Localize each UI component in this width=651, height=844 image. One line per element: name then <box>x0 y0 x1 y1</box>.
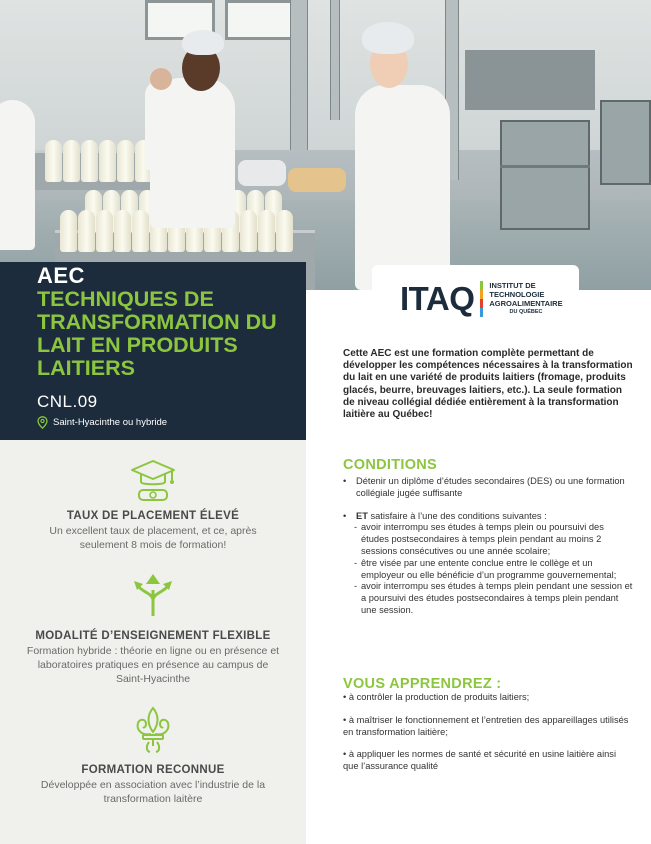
conditions-list <box>343 476 633 617</box>
photo-cheese-block <box>117 140 134 182</box>
photo-person <box>355 85 450 290</box>
photo-cheese-block <box>78 210 95 252</box>
program-title: TECHNIQUES DE TRANSFORMATION DU LAIT EN PRODUITS LAITIERS <box>37 287 277 380</box>
photo-pipe <box>290 0 308 150</box>
condition-subtext: avoir interrompu ses études à temps plein pendant une session et a poursuivi des études postsecondaires à temps plein pendant une session. <box>361 581 633 615</box>
logo-line: DU QUÉBEC <box>509 309 543 315</box>
photo-hairnet <box>182 30 224 55</box>
feature-title: MODALITÉ D’ENSEIGNEMENT FLEXIBLE <box>35 630 271 642</box>
condition-text: Détenir un diplôme d’études secondaires (DES) ou une formation collégiale jugée suffisante <box>356 476 625 498</box>
condition-et: ET <box>356 510 368 521</box>
photo-cheese-block <box>45 140 62 182</box>
photo-cheese-block <box>276 210 293 252</box>
hero-photo-dairy-lab <box>0 0 651 290</box>
logo-line: AGROALIMENTAIRE <box>489 299 563 308</box>
conditions-title: CONDITIONS <box>343 457 438 473</box>
feature-placement <box>0 458 306 552</box>
feature-flexible <box>0 572 306 686</box>
photo-hairnet <box>362 22 414 54</box>
photo-scoop <box>288 168 346 192</box>
feature-description: Un excellent taux de placement, et ce, après seulement 8 mois de formation! <box>49 525 257 551</box>
logo-color-bars <box>480 281 483 317</box>
photo-rack-bar <box>500 165 590 168</box>
photo-scoop <box>238 160 286 186</box>
photo-person <box>145 80 175 170</box>
logo-institute-name <box>489 281 562 317</box>
program-code: CNL.09 <box>37 392 98 411</box>
photo-cheese-block <box>99 140 116 182</box>
logo-acronym: ITAQ <box>400 280 475 317</box>
learn-item: • à appliquer les normes de santé et sécurité en usine laitière ainsi que l’assurance qualité <box>343 749 617 772</box>
condition-subitem: - avoir interrompu ses études à temps plein pendant une session et a poursuivi des études postsecondaires à temps plein pendant une session. <box>354 581 633 615</box>
learn-text: à appliquer les normes de santé et sécurité en usine laitière ainsi que l’assurance qualité <box>343 749 617 772</box>
condition-subtext: être visée par une entente conclue entre le collège et un employeur ou elle bénéficie d’un programme gouvernemental; <box>361 557 617 580</box>
photo-person-head <box>150 68 172 90</box>
learn-item: • à contrôler la production de produits laitiers; <box>343 692 530 702</box>
location <box>37 416 167 429</box>
photo-cheese-block <box>240 210 257 252</box>
condition-text: satisfaire à l’une des conditions suivantes : <box>370 510 547 521</box>
learn-text: à maîtriser le fonctionnement et l’entretien des appareillages utilisés en transformation laitière; <box>343 714 629 737</box>
photo-cheese-block <box>81 140 98 182</box>
logo-line: TECHNOLOGIE <box>489 290 545 299</box>
condition-item: • Détenir un diplôme d’études secondaires (DES) ou une formation collégiale jugée suffisante <box>343 476 633 500</box>
photo-machine <box>465 50 595 110</box>
feature-title: TAUX DE PLACEMENT ÉLEVÉ <box>66 510 240 522</box>
feature-recognized <box>0 706 306 806</box>
photo-pipe <box>330 0 340 120</box>
feature-title: FORMATION RECONNUE <box>81 764 225 776</box>
photo-cheese-block <box>132 210 149 252</box>
learn-list <box>343 692 633 784</box>
logo-line: INSTITUT DE <box>489 281 536 290</box>
fleur-de-lis-icon <box>134 706 172 758</box>
feature-description: Formation hybride : théorie en ligne ou en présence et laboratoires pratiques en présence au campus de Saint-Hyacinthe <box>26 645 280 685</box>
split-arrows-icon <box>131 572 175 618</box>
condition-subtext: avoir interrompu ses études à temps plein ou poursuivi des études postsecondaires à temps plein pendant au moins 2 sessions consécutives ou une année scolaire; <box>361 522 604 556</box>
photo-cheese-block <box>63 140 80 182</box>
condition-subitem: - avoir interrompu ses études à temps plein ou poursuivi des études postsecondaires à temps plein pendant au moins 2 sessions consécutives ou une année scolaire; <box>343 522 633 557</box>
location-text: Saint-Hyacinthe ou hybride <box>53 417 168 428</box>
photo-cheese-block <box>114 210 131 252</box>
learn-item: • à maîtriser le fonctionnement et l’entretien des appareillages utilisés en transformation laitière; <box>343 714 629 737</box>
intro-paragraph: Cette AEC est une formation complète permettant de développer les compétences nécessaires à la transformation du lait en une variété de produits laitiers (fromage, produits glacés, beurre, breuvages laitiers, etc.). La seule formation de niveau collégial dédiée entièrement à la transformation laitière au Québec! <box>343 348 633 421</box>
learn-text: à contrôler la production de produits laitiers; <box>348 692 530 702</box>
condition-subitem: - être visée par une entente conclue entre le collège et un employeur ou elle bénéficie d’un programme gouvernemental; <box>343 558 633 582</box>
itaq-logo <box>372 265 579 333</box>
condition-item: • ET satisfaire à l’une des conditions suivantes : <box>343 510 547 521</box>
photo-rack <box>500 120 590 230</box>
photo-rack <box>600 100 651 185</box>
graduation-cap-icon <box>129 458 177 504</box>
photo-person <box>0 100 35 250</box>
learn-title: VOUS APPRENDREZ : <box>343 676 502 692</box>
map-pin-icon <box>37 416 48 429</box>
feature-description: Développée en association avec l’industrie de la transformation laitère <box>40 779 266 805</box>
program-type: AEC <box>37 263 85 288</box>
photo-window <box>225 0 295 40</box>
photo-cheese-block <box>60 210 77 252</box>
photo-cheese-block <box>258 210 275 252</box>
photo-cheese-block <box>96 210 113 252</box>
